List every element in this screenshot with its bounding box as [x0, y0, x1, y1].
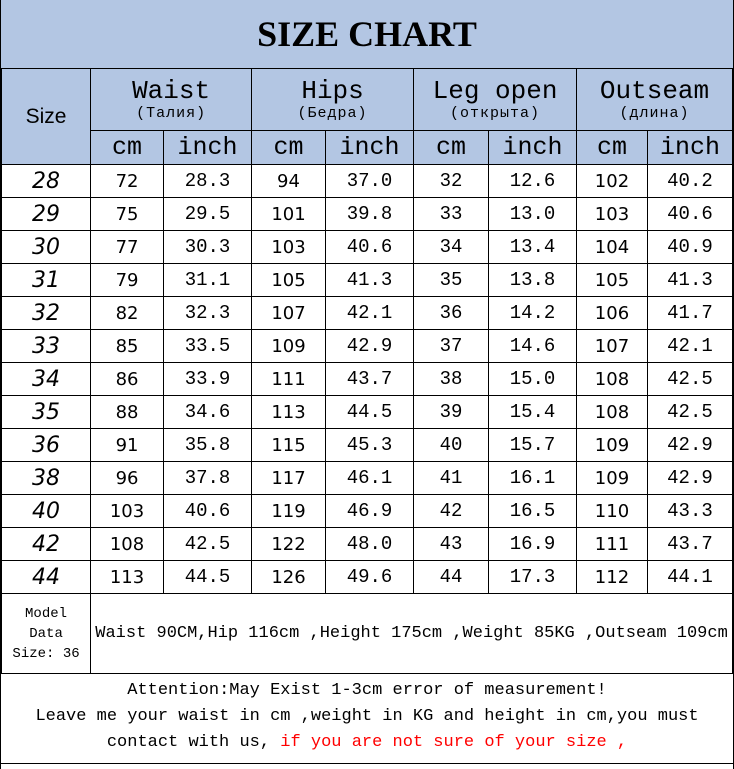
measurement-cell: 113	[91, 561, 164, 594]
measurement-cell: 46.9	[325, 495, 413, 528]
measurement-cell: 41.7	[647, 297, 732, 330]
model-label-line: Model	[25, 605, 68, 622]
size-cell: 40	[2, 495, 91, 528]
measurement-cell: 126	[252, 561, 326, 594]
measurement-cell: 35	[414, 264, 489, 297]
measurement-cell: 82	[91, 297, 164, 330]
measurement-cell: 15.0	[488, 363, 576, 396]
measurement-cell: 35.8	[163, 429, 251, 462]
measurement-cell: 85	[91, 330, 164, 363]
table-row	[2, 462, 733, 495]
measurement-cell: 94	[252, 165, 326, 198]
chart-title: SIZE CHART	[1, 0, 733, 69]
measurement-cell: 37.8	[163, 462, 251, 495]
measurement-cell: 32	[414, 165, 489, 198]
measurement-cell: 113	[252, 396, 326, 429]
measurement-cell: 106	[577, 297, 648, 330]
table-row	[2, 561, 733, 594]
measurement-cell: 104	[577, 231, 648, 264]
measurement-cell: 43	[414, 528, 489, 561]
unit-header-cm: cm	[414, 131, 489, 165]
note-line	[1, 730, 733, 756]
measurement-cell: 45.3	[325, 429, 413, 462]
measurement-cell: 29.5	[163, 198, 251, 231]
group-name: Hips	[301, 75, 364, 106]
measurement-cell: 117	[252, 462, 326, 495]
measurement-cell: 122	[252, 528, 326, 561]
measurement-cell: 40.9	[647, 231, 732, 264]
measurement-cell: 108	[577, 396, 648, 429]
attention-note	[1, 676, 733, 764]
group-name: Leg open	[432, 75, 558, 106]
size-cell: 28	[2, 165, 91, 198]
measurement-cell: 79	[91, 264, 164, 297]
size-cell: 29	[2, 198, 91, 231]
measurement-cell: 108	[91, 528, 164, 561]
measurement-cell: 40.6	[163, 495, 251, 528]
group-subtitle: (Талия)	[136, 104, 207, 122]
unit-header-inch: inch	[647, 131, 732, 165]
measurement-cell: 44.1	[647, 561, 732, 594]
measurement-cell: 44	[414, 561, 489, 594]
measurement-cell: 111	[577, 528, 648, 561]
measurement-cell: 15.7	[488, 429, 576, 462]
measurement-cell: 103	[91, 495, 164, 528]
model-data-label	[2, 594, 91, 674]
table-row	[2, 429, 733, 462]
measurement-cell: 105	[252, 264, 326, 297]
measurement-cell: 42.5	[163, 528, 251, 561]
measurement-cell: 34	[414, 231, 489, 264]
measurement-cell: 33.5	[163, 330, 251, 363]
measurement-cell: 33	[414, 198, 489, 231]
measurement-cell: 49.6	[325, 561, 413, 594]
unit-header-inch: inch	[325, 131, 413, 165]
leg-open-header	[414, 69, 577, 131]
measurement-cell: 36	[414, 297, 489, 330]
measurement-cell: 30.3	[163, 231, 251, 264]
table-row	[2, 396, 733, 429]
group-name: Outseam	[599, 75, 710, 106]
measurement-cell: 42.9	[647, 429, 732, 462]
measurement-cell: 32.3	[163, 297, 251, 330]
measurement-cell: 16.9	[488, 528, 576, 561]
note-line: Attention:May Exist 1-3cm error of measurement!	[127, 681, 607, 700]
measurement-cell: 107	[252, 297, 326, 330]
group-header-row	[2, 69, 733, 131]
measurement-cell: 14.2	[488, 297, 576, 330]
measurement-cell: 14.6	[488, 330, 576, 363]
measurement-cell: 42.9	[647, 462, 732, 495]
group-subtitle: (Бедра)	[297, 104, 368, 122]
measurement-cell: 112	[577, 561, 648, 594]
measurement-cell: 42.5	[647, 396, 732, 429]
table-row	[2, 165, 733, 198]
group-subtitle: (открыта)	[450, 104, 541, 122]
measurement-cell: 101	[252, 198, 326, 231]
unit-header-cm: cm	[91, 131, 164, 165]
measurement-cell: 12.6	[488, 165, 576, 198]
measurement-cell: 37	[414, 330, 489, 363]
measurement-cell: 88	[91, 396, 164, 429]
group-name: Waist	[132, 75, 211, 106]
measurement-cell: 17.3	[488, 561, 576, 594]
measurement-cell: 41	[414, 462, 489, 495]
measurement-cell: 75	[91, 198, 164, 231]
unit-header-cm: cm	[577, 131, 648, 165]
measurement-cell: 42.9	[325, 330, 413, 363]
size-cell: 36	[2, 429, 91, 462]
measurement-cell: 40.6	[647, 198, 732, 231]
measurement-cell: 31.1	[163, 264, 251, 297]
size-cell: 35	[2, 396, 91, 429]
measurement-cell: 40	[414, 429, 489, 462]
measurement-cell: 43.7	[325, 363, 413, 396]
size-cell: 32	[2, 297, 91, 330]
unit-header-inch: inch	[163, 131, 251, 165]
measurement-cell: 103	[252, 231, 326, 264]
size-cell: 42	[2, 528, 91, 561]
note-text: contact with us,	[106, 733, 271, 752]
measurement-cell: 40.2	[647, 165, 732, 198]
model-data-text: Waist 90CM,Hip 116cm ,Height 175cm ,Weight 85KG ,Outseam 109cm	[91, 594, 733, 674]
measurement-cell: 91	[91, 429, 164, 462]
measurement-cell: 28.3	[163, 165, 251, 198]
measurement-cell: 96	[91, 462, 164, 495]
measurement-cell: 86	[91, 363, 164, 396]
note-line: Leave me your waist in cm ,weight in KG and height in cm,you must	[35, 707, 699, 726]
hips-header	[252, 69, 414, 131]
measurement-cell: 15.4	[488, 396, 576, 429]
measurement-cell: 108	[577, 363, 648, 396]
size-header: Size	[2, 69, 91, 165]
measurement-cell: 16.1	[488, 462, 576, 495]
measurement-cell: 48.0	[325, 528, 413, 561]
measurement-cell: 13.8	[488, 264, 576, 297]
measurement-cell: 105	[577, 264, 648, 297]
measurement-cell: 44.5	[325, 396, 413, 429]
measurement-cell: 109	[252, 330, 326, 363]
size-cell: 34	[2, 363, 91, 396]
size-cell: 44	[2, 561, 91, 594]
table-row	[2, 264, 733, 297]
table-row	[2, 528, 733, 561]
table-row	[2, 330, 733, 363]
measurement-cell: 42	[414, 495, 489, 528]
measurement-cell: 44.5	[163, 561, 251, 594]
unit-header-inch: inch	[488, 131, 576, 165]
measurement-cell: 43.7	[647, 528, 732, 561]
size-cell: 38	[2, 462, 91, 495]
measurement-cell: 40.6	[325, 231, 413, 264]
size-cell: 31	[2, 264, 91, 297]
measurement-cell: 72	[91, 165, 164, 198]
measurement-cell: 42.1	[325, 297, 413, 330]
measurement-cell: 41.3	[647, 264, 732, 297]
measurement-cell: 41.3	[325, 264, 413, 297]
model-label-line: Data	[29, 625, 63, 642]
table-row	[2, 495, 733, 528]
measurement-cell: 115	[252, 429, 326, 462]
size-cell: 30	[2, 231, 91, 264]
measurement-cell: 13.0	[488, 198, 576, 231]
model-data-row	[2, 594, 733, 674]
measurement-cell: 39	[414, 396, 489, 429]
measurement-cell: 33.9	[163, 363, 251, 396]
outseam-header	[577, 69, 733, 131]
measurement-cell: 109	[577, 429, 648, 462]
table-row	[2, 231, 733, 264]
size-table	[1, 68, 733, 674]
table-row	[2, 297, 733, 330]
table-row	[2, 198, 733, 231]
size-cell: 33	[2, 330, 91, 363]
measurement-cell: 103	[577, 198, 648, 231]
note-warning: if you are not sure of your size ,	[270, 733, 628, 752]
measurement-cell: 34.6	[163, 396, 251, 429]
waist-header	[91, 69, 252, 131]
measurement-cell: 102	[577, 165, 648, 198]
measurement-cell: 39.8	[325, 198, 413, 231]
measurement-cell: 16.5	[488, 495, 576, 528]
measurement-cell: 46.1	[325, 462, 413, 495]
measurement-cell: 107	[577, 330, 648, 363]
table-row	[2, 363, 733, 396]
measurement-cell: 77	[91, 231, 164, 264]
group-subtitle: (длина)	[619, 104, 690, 122]
measurement-cell: 110	[577, 495, 648, 528]
measurement-cell: 119	[252, 495, 326, 528]
measurement-cell: 13.4	[488, 231, 576, 264]
measurement-cell: 37.0	[325, 165, 413, 198]
measurement-cell: 43.3	[647, 495, 732, 528]
measurement-cell: 109	[577, 462, 648, 495]
unit-header-row	[2, 131, 733, 165]
measurement-cell: 38	[414, 363, 489, 396]
model-label-line: Size: 36	[12, 645, 80, 662]
measurement-cell: 42.5	[647, 363, 732, 396]
unit-header-cm: cm	[252, 131, 326, 165]
measurement-cell: 111	[252, 363, 326, 396]
measurement-cell: 42.1	[647, 330, 732, 363]
